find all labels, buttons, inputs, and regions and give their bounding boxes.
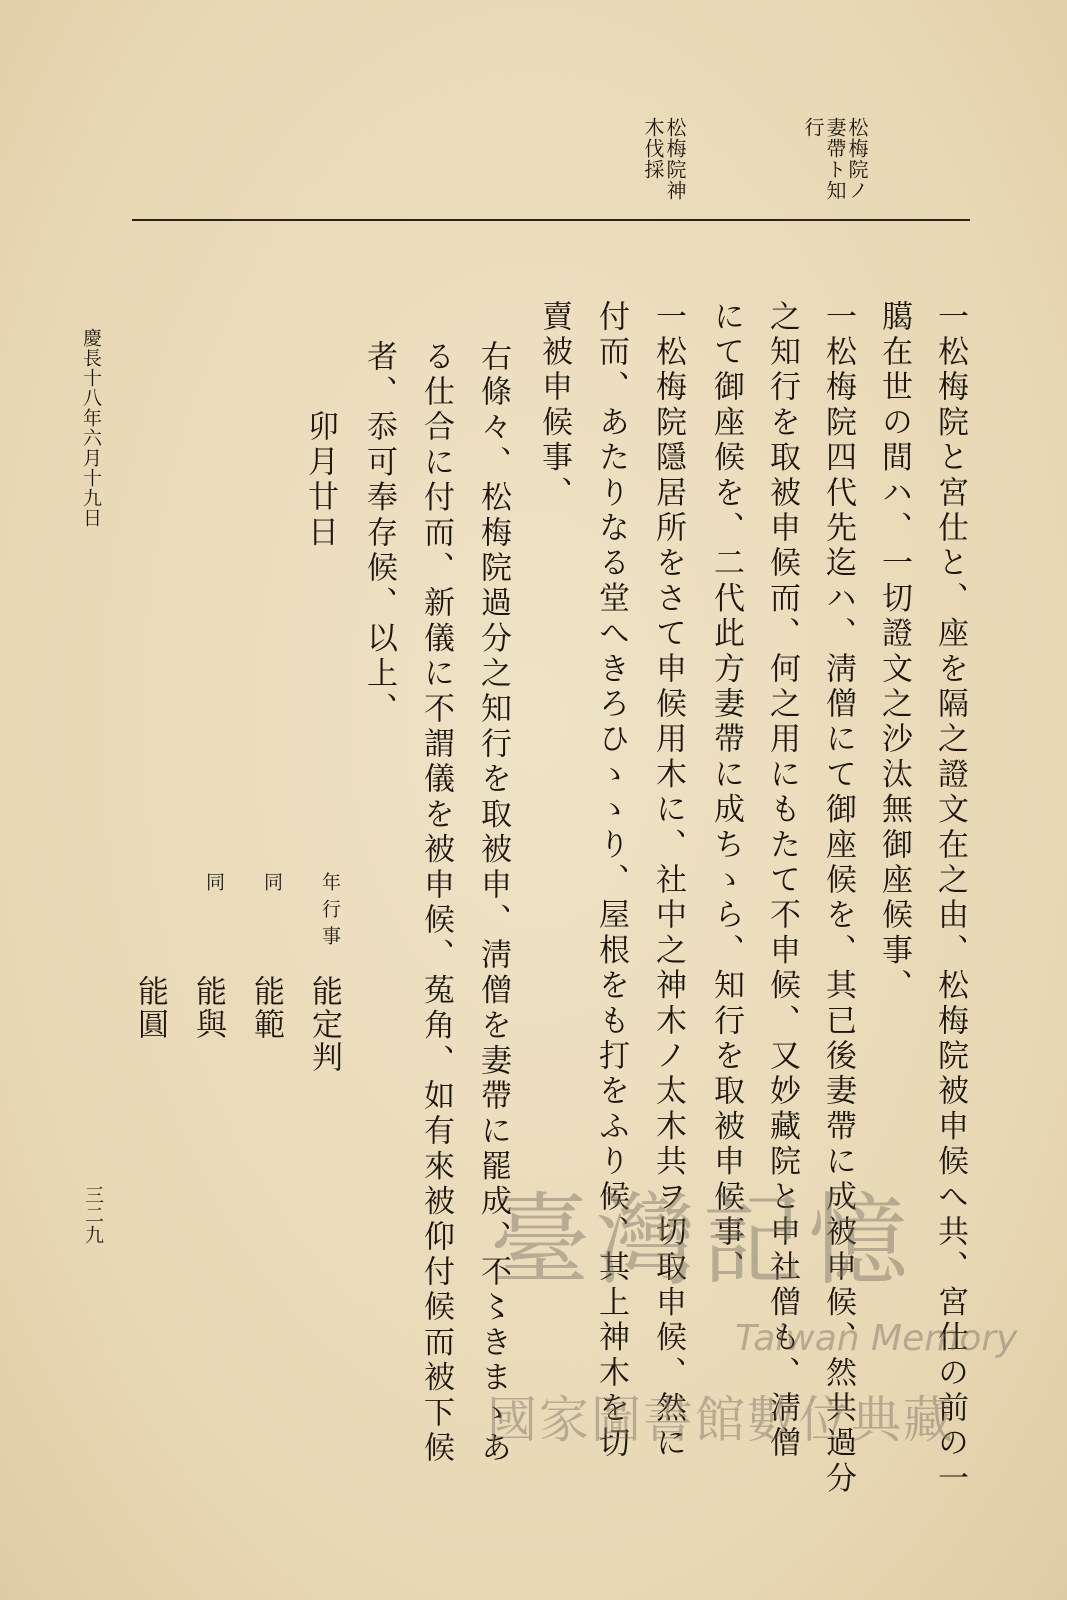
text-column: 臈在世の間ハ、一切證文之沙汰無御座候事、 [876, 300, 912, 1004]
watermark-english: Taiwan Memory [735, 1318, 1018, 1359]
text-column: 右條々、松梅院過分之知行を取被申、淸僧を妻帶に罷成、不〻きまゝあ [475, 340, 511, 1467]
watermark-institution: 國家圖書館數位典藏 [487, 1391, 955, 1449]
date-column: 卯月廿日 [302, 410, 338, 551]
signature-title: 同 [203, 872, 225, 899]
signature-title: 同 [261, 872, 283, 899]
text-column: る仕合に付而、新儀に不謂儀を被申候、菟角、如有來被仰付候而被下候 [418, 340, 454, 1467]
text-column: 付而、あたりなる堂へきろひゝゝり、屋根をも打をふり候、其上神木を切 [593, 300, 629, 1462]
text-column: 一松梅院隱居所をさて申候用木に、社中之神木ノ太木共ヲ切取申候、然に [650, 300, 686, 1462]
text-column: にて御座候を、二代此方妻帶に成ちゝら、知行を取被申候事、 [708, 300, 744, 1286]
marginal-note: 松梅院ノ [845, 117, 869, 201]
text-column: 一松梅院四代先迄ハ、淸僧にて御座候を、其已後妻帶に成被申候、然共過分 [820, 300, 856, 1497]
signature-name: 能圓 [132, 975, 168, 1041]
marginal-note: 松梅院神 [663, 117, 687, 201]
signature-name: 能與 [190, 975, 226, 1041]
header-rule [132, 219, 970, 221]
text-column: 者、忝可奉存候、以上、 [361, 340, 397, 728]
watermark-logo-text: 臺灣記憶 [490, 1182, 914, 1299]
signature-name: 能範 [248, 975, 284, 1041]
marginal-note: 行 [801, 117, 825, 138]
margin-date: 慶長十八年六月十九日 [80, 328, 102, 528]
signature-title: 年行事 [319, 872, 341, 953]
marginal-note: 木伐採 [641, 117, 665, 180]
text-column: 一松梅院と宮仕と、座を隔之證文在之由、松梅院被申候へ共、宮仕の前の一 [932, 300, 968, 1497]
marginal-note: 妻帶ト知 [823, 117, 847, 201]
text-column: 之知行を取被申候而、何之用にもたて不申候、又妙藏院と申社僧も、淸僧 [764, 300, 800, 1462]
page-number: 三二九 [82, 1185, 104, 1245]
text-column: 賣被申候事、 [536, 300, 572, 512]
signature-name: 能定判 [306, 975, 342, 1074]
